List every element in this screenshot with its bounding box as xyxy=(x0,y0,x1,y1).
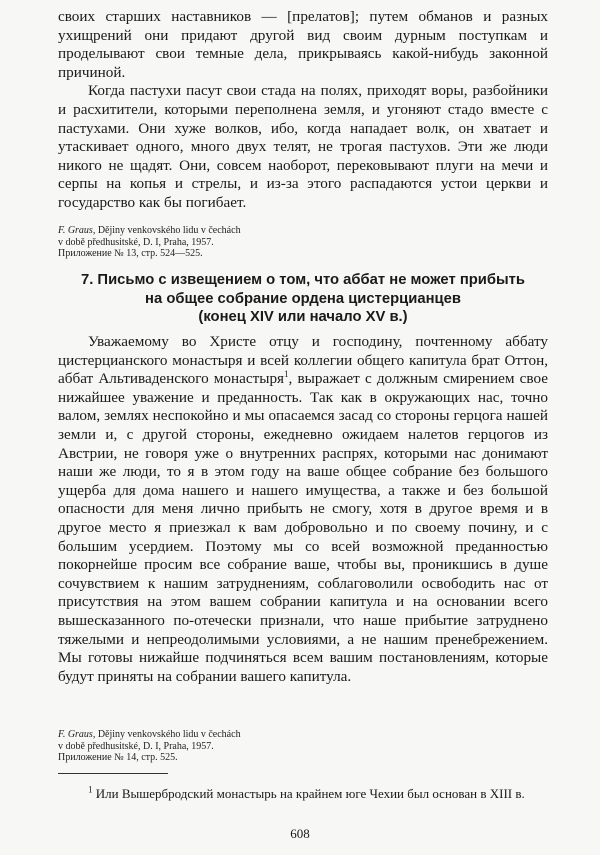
source-title: Dějiny venkovského lidu v čechách xyxy=(97,225,241,236)
source-appendix: Приложение № 13, стр. 524—525. xyxy=(58,248,203,259)
heading-line-3: (конец XIV или начало XV в.) xyxy=(198,309,408,325)
heading-line-2: на общее собрание ордена цистерцианцев xyxy=(145,290,461,307)
source-title: Dějiny venkovského lidu v čechách xyxy=(97,729,241,740)
source-publication: v době předhusitské, D. I, Praha, 1957. xyxy=(58,740,214,752)
source-author: F. Graus, xyxy=(58,729,96,740)
footnote xyxy=(58,786,548,802)
source-author: F. Graus, xyxy=(58,225,96,236)
shepherds-paragraph: Когда пастухи пасут свои стада на полях, приходят воры, разбойники и расхитители, которыми переполнена земля, и угоняют стадо вместе с пастухами. Они хуже волков, ибо, когда нападает волк, он хватает и утаскивает одного, много двух телят, не трогая пастухов. Эти же люди никого не щадят. Они, совсем наоборот, перековывают плуги на мечи и серпы на копья и стрелы, и из-за этого распадаются устои церкви и государство как бы погибает. xyxy=(58,82,548,211)
source-appendix: Приложение № 14, стр. 525. xyxy=(58,752,178,763)
heading-line-1: 7. Письмо с извещением о том, что аббат не может прибыть xyxy=(80,272,526,288)
page-number: 608 xyxy=(290,826,310,841)
letter-text-block xyxy=(58,333,548,686)
footnote-divider xyxy=(58,773,168,774)
letter-text-rest: , выражает с должным смирением свое нижайшее уважение и преданность. Так как в окружающих нас, точно валом, землях неспокойно и мы опасаемся засад со стороны герцога нашей земли и, с другой стороны, ежедневно ожидаем налетов герцогов из Австрии, не говоря уже о внутренних распрях, которыми нас донимают наши же люди, то я в этом году на ваше общее собрание без большого ущерба для дома нашего и нашего имущества, а также и без большой опасности для меня лично прибыть не смогу, хотя в другое время и в другое место я приезжал к вам добровольно и по своему почину, и с большим усердием. Поэтому мы со всей возможной преданностью покорнейше просим все собрание ваше, чтобы вы, проникшись в душе сочувствием к нашим затруднениям, соблаговолили освободить нас от присутствия на этом вашем собрании капитула и на основании всего вышесказанного по-отечески признали, что наше прибытие затруднено тяжелыми и непреодолимыми условиями, а не нашим пренебрежением. Мы готовы нижайше подчиняться всем вашим постановлениям, которые будут приняты на собрании вашего капитула. xyxy=(58,370,548,685)
source-publication: v době předhusitské, D. I, Praha, 1957. xyxy=(58,236,214,248)
footnote-mark: 1 xyxy=(88,784,93,795)
footnote-text: Или Вышербродский монастырь на крайнем юге Чехии был основан в XIII в. xyxy=(92,786,525,801)
section-heading xyxy=(58,271,548,327)
footnote-reference: 1 xyxy=(284,369,289,380)
letter-text-start: Уважаемому во Христе отцу и господину, почтенному аббату цистерцианского монастыря и всей коллегии общего капитула брат Оттон, аббат Альтиваденского монастыря xyxy=(58,333,548,388)
continuation-paragraph: своих старших наставников — [прелатов]; путем обманов и разных ухищрений они придают другой вид своим дурным поступкам и проделывают свои темные дела, прикрываясь какой-нибудь законной причиной. xyxy=(58,8,548,81)
source-citation-1 xyxy=(58,225,548,260)
source-citation-2 xyxy=(58,729,548,764)
top-text-block xyxy=(58,8,548,213)
letter-paragraph xyxy=(58,333,548,686)
